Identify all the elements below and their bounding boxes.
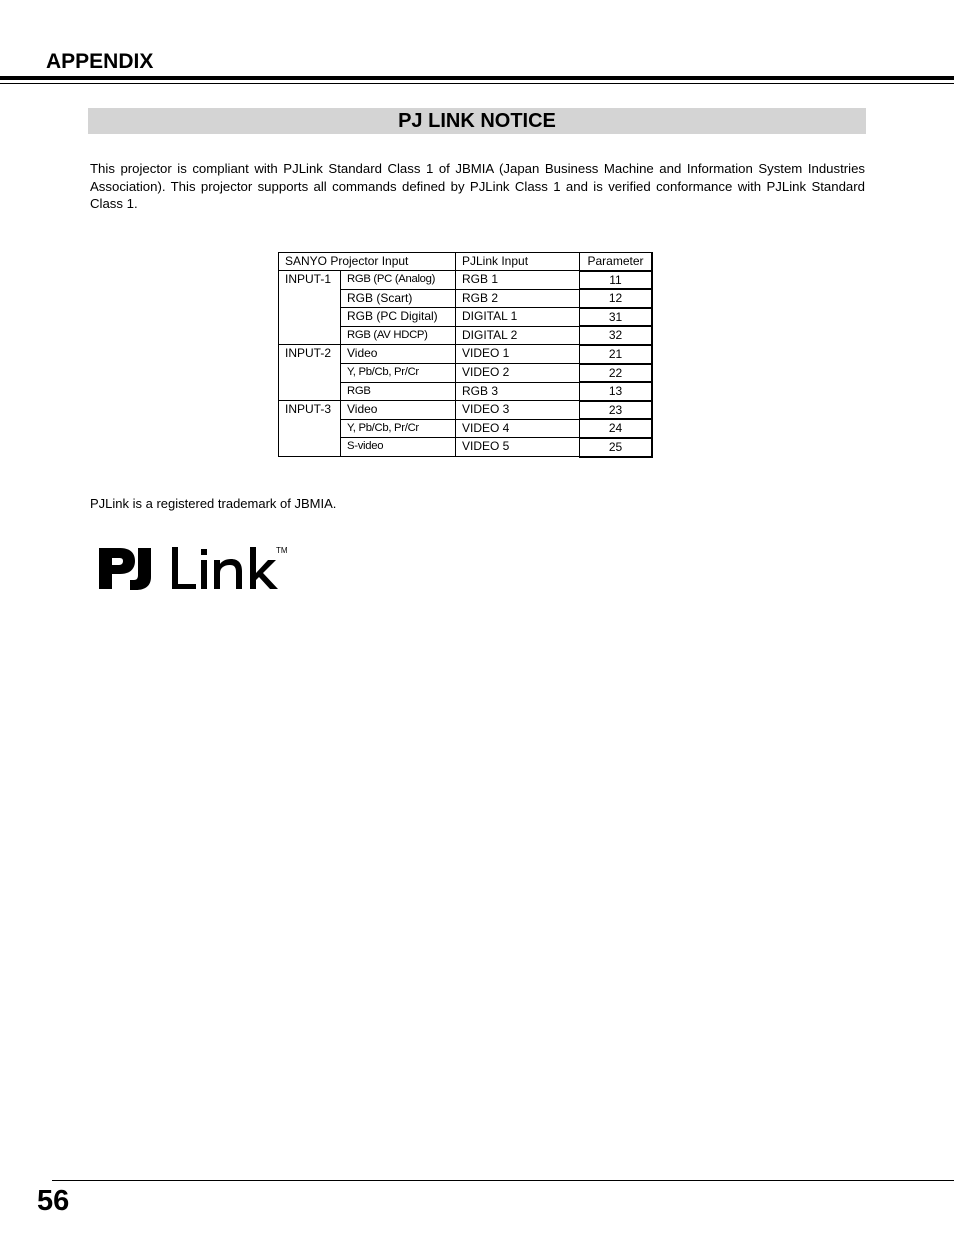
column-header: SANYO Projector Input — [279, 253, 456, 271]
header-rule — [0, 76, 954, 80]
pjlink-cell: DIGITAL 2 — [456, 326, 580, 345]
header-rule-thin — [0, 83, 954, 84]
source-cell: Video — [341, 345, 456, 364]
parameter-cell: 31 — [580, 308, 653, 327]
input-group-cell: INPUT-3 — [279, 401, 341, 457]
pjlink-cell: DIGITAL 1 — [456, 308, 580, 327]
footer-rule — [52, 1180, 954, 1181]
pjlink-cell: RGB 3 — [456, 382, 580, 401]
source-cell: Y, Pb/Cb, Pr/Cr — [341, 419, 456, 438]
parameter-cell: 25 — [580, 438, 653, 457]
parameter-cell: 21 — [580, 345, 653, 364]
parameter-cell: 11 — [580, 271, 653, 290]
parameter-cell: 22 — [580, 364, 653, 383]
parameter-cell: 23 — [580, 401, 653, 420]
pjlink-cell: RGB 1 — [456, 271, 580, 290]
table-header-row — [279, 253, 653, 271]
parameter-cell: 32 — [580, 326, 653, 345]
parameter-cell: 24 — [580, 419, 653, 438]
parameter-cell: 13 — [580, 382, 653, 401]
section-title: APPENDIX — [46, 50, 154, 73]
input-group-cell: INPUT-2 — [279, 345, 341, 401]
pjlink-cell: VIDEO 1 — [456, 345, 580, 364]
parameter-cell: 12 — [580, 289, 653, 308]
source-cell: RGB — [341, 382, 456, 401]
source-cell: S-video — [341, 438, 456, 457]
source-cell: RGB (PC Digital) — [341, 308, 456, 327]
pjlink-cell: VIDEO 2 — [456, 364, 580, 383]
page-title: PJ LINK NOTICE — [88, 108, 866, 134]
pjlink-input-table — [278, 252, 653, 458]
source-cell: RGB (AV HDCP) — [341, 326, 456, 345]
source-cell: Video — [341, 401, 456, 420]
table-row — [279, 271, 653, 290]
column-header: PJLink Input — [456, 253, 580, 271]
pjlink-cell: VIDEO 5 — [456, 438, 580, 457]
pjlink-cell: VIDEO 4 — [456, 419, 580, 438]
trademark-note: PJLink is a registered trademark of JBMIA. — [90, 496, 337, 511]
source-cell: RGB (PC (Analog) — [341, 271, 456, 290]
pjlink-cell: VIDEO 3 — [456, 401, 580, 420]
page-number: 56 — [37, 1185, 70, 1217]
table-row — [279, 401, 653, 420]
intro-paragraph: This projector is compliant with PJLink Standard Class 1 of JBMIA (Japan Business Machine and Information System Industries Association). This projector supports all commands defined by PJLink Class 1 and is verified conformance with PJLink Standard Class 1. — [90, 161, 865, 211]
source-cell: RGB (Scart) — [341, 289, 456, 308]
source-cell: Y, Pb/Cb, Pr/Cr — [341, 364, 456, 383]
table-row — [279, 345, 653, 364]
pjlink-cell: RGB 2 — [456, 289, 580, 308]
pjlink-logo-icon — [98, 544, 298, 594]
logo-tm: TM — [276, 546, 288, 555]
column-header: Parameter — [580, 253, 653, 271]
input-group-cell: INPUT-1 — [279, 271, 341, 345]
